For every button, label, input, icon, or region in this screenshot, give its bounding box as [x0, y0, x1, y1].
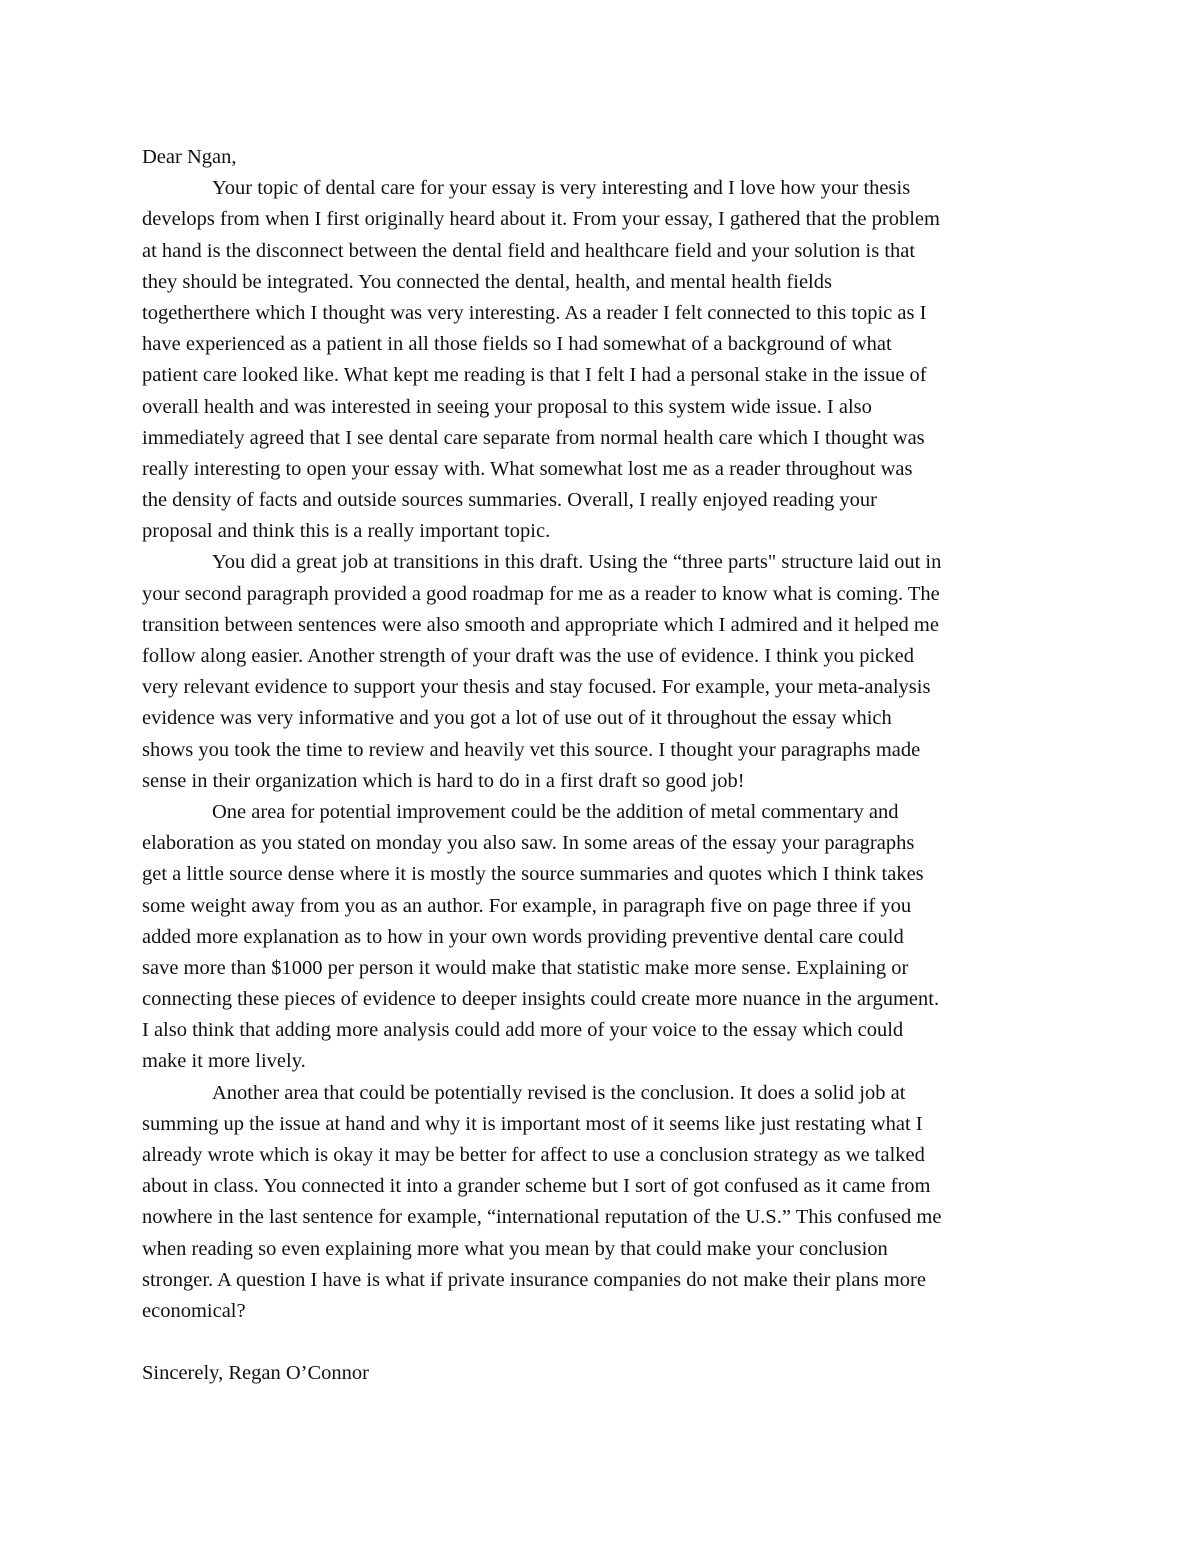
paragraph-line: proposal and think this is a really important topic. — [142, 520, 551, 543]
salutation: Dear Ngan, — [142, 146, 237, 168]
paragraph-line: your second paragraph provided a good roadmap for me as a reader to know what is coming. The — [142, 582, 940, 605]
closing-signature: Sincerely, Regan O’Connor — [142, 1362, 369, 1385]
paragraph-line: You did a great job at transitions in this draft. Using the “three parts" structure laid out in — [212, 551, 942, 574]
blank-line — [142, 1327, 1062, 1358]
paragraph-line: make it more lively. — [142, 1050, 306, 1073]
paragraph-line: have experienced as a patient in all those fields so I had somewhat of a background of what — [142, 333, 892, 356]
paragraph-line: the density of facts and outside sources summaries. Overall, I really enjoyed reading your — [142, 489, 877, 512]
paragraph-line: stronger. A question I have is what if private insurance companies do not make their plans more — [142, 1268, 926, 1291]
paragraph-line: nowhere in the last sentence for example, “international reputation of the U.S.” This confused me — [142, 1206, 942, 1229]
paragraph-line: they should be integrated. You connected the dental, health, and mental health fields — [142, 270, 832, 293]
paragraph-line: Another area that could be potentially revised is the conclusion. It does a solid job at — [212, 1081, 906, 1104]
paragraph-line: I also think that adding more analysis could add more of your voice to the essay which could — [142, 1019, 904, 1042]
paragraph-4 — [142, 1078, 1062, 1328]
paragraph-line: very relevant evidence to support your thesis and stay focused. For example, your meta-analysis — [142, 676, 931, 699]
paragraph-line: One area for potential improvement could be the addition of metal commentary and — [212, 800, 899, 823]
paragraph-line: elaboration as you stated on monday you also saw. In some areas of the essay your paragraphs — [142, 832, 915, 855]
paragraph-line: transition between sentences were also smooth and appropriate which I admired and it helped me — [142, 613, 939, 636]
paragraph-line: develops from when I first originally heard about it. From your essay, I gathered that the problem — [142, 208, 940, 231]
paragraph-line: shows you took the time to review and heavily vet this source. I thought your paragraphs made — [142, 738, 921, 761]
paragraph-line: at hand is the disconnect between the dental field and healthcare field and your solution is that — [142, 239, 916, 262]
paragraph-line: really interesting to open your essay with. What somewhat lost me as a reader throughout was — [142, 457, 913, 480]
paragraph-line: when reading so even explaining more what you mean by that could make your conclusion — [142, 1237, 888, 1260]
paragraph-line: follow along easier. Another strength of your draft was the use of evidence. I think you picked — [142, 645, 914, 667]
paragraph-line: about in class. You connected it into a grander scheme but I sort of got confused as it came from — [142, 1175, 931, 1198]
paragraph-line: overall health and was interested in seeing your proposal to this system wide issue. I also — [142, 395, 872, 418]
paragraph-3 — [142, 797, 1062, 1078]
paragraph-line: togetherthere which I thought was very interesting. As a reader I felt connected to this topic as I — [142, 301, 927, 324]
paragraph-line: added more explanation as to how in your own words providing preventive dental care could — [142, 925, 904, 948]
paragraph-line: get a little source dense where it is mostly the source summaries and quotes which I think takes — [142, 863, 924, 886]
paragraph-line: summing up the issue at hand and why it is important most of it seems like just restating what I — [142, 1112, 923, 1135]
paragraph-line: sense in their organization which is hard to do in a first draft so good job! — [142, 769, 745, 792]
paragraph-line: save more than $1000 per person it would make that statistic make more sense. Explaining or — [142, 956, 909, 979]
paragraph-line: immediately agreed that I see dental care separate from normal health care which I thought was — [142, 426, 925, 449]
paragraph-line: evidence was very informative and you got a lot of use out of it throughout the essay which — [142, 707, 892, 730]
paragraph-line: some weight away from you as an author. For example, in paragraph five on page three if you — [142, 894, 912, 917]
peer-review-letter — [142, 142, 1062, 1390]
paragraph-2 — [142, 547, 1062, 797]
paragraph-line: economical? — [142, 1299, 246, 1322]
paragraph-line: connecting these pieces of evidence to deeper insights could create more nuance in the argument. — [142, 988, 940, 1011]
paragraph-line: patient care looked like. What kept me reading is that I felt I had a personal stake in the issue of — [142, 364, 927, 387]
paragraph-1 — [142, 173, 1062, 547]
paragraph-line: already wrote which is okay it may be better for affect to use a conclusion strategy as we talked — [142, 1144, 925, 1166]
paragraph-line: Your topic of dental care for your essay is very interesting and I love how your thesis — [212, 177, 911, 200]
